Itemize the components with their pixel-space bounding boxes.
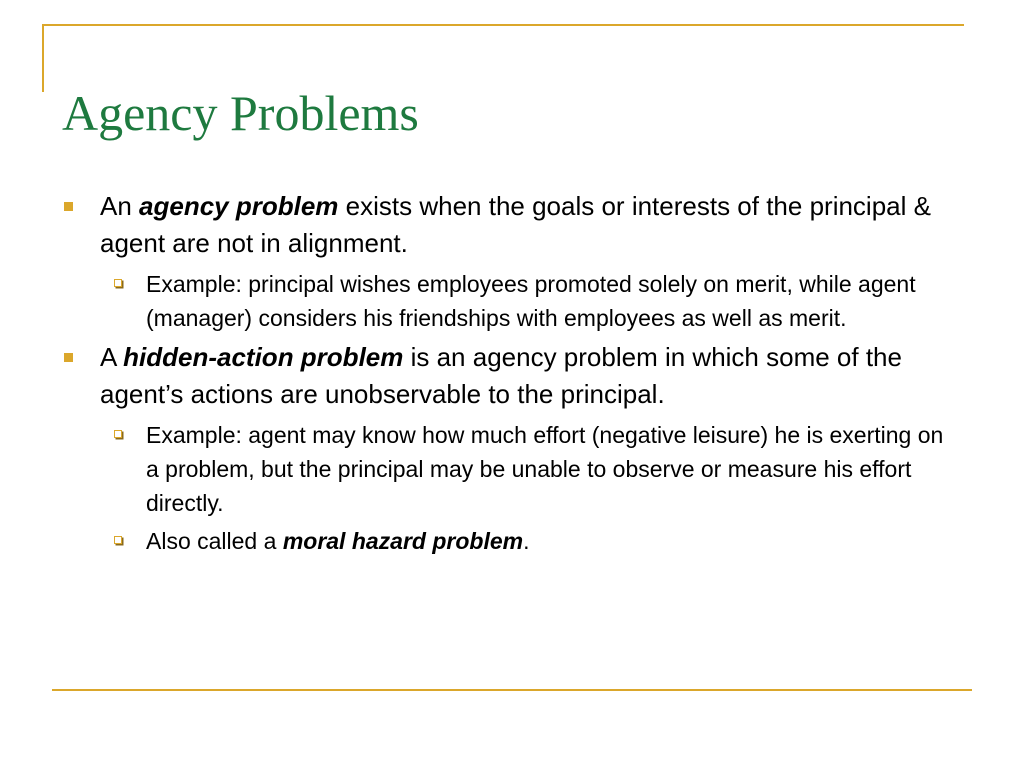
term-agency-problem: agency problem xyxy=(139,191,339,221)
subbullet-text-prefix: Also called a xyxy=(146,528,283,554)
slide-title: Agency Problems xyxy=(62,85,419,141)
hollow-square-bullet-icon xyxy=(114,536,122,544)
frame-left-line xyxy=(42,24,44,92)
hollow-square-bullet-icon xyxy=(114,430,122,438)
bullet-agency-problem xyxy=(62,188,962,262)
square-bullet-icon xyxy=(64,353,73,362)
subbullet-text: Example: agent may know how much effort (negative leisure) he is exerting on a problem, but the principal may be unable to observe or measure his effort directly. xyxy=(146,422,944,516)
term-hidden-action-problem: hidden-action problem xyxy=(123,342,404,372)
bullet-text-suffix: is an agency problem in which some of the agent’s actions are unobservable to the principal. xyxy=(100,342,902,409)
subbullet-merit-example xyxy=(62,267,962,335)
subbullet-text-suffix: . xyxy=(523,528,530,554)
subbullet-effort-example xyxy=(62,418,962,520)
term-moral-hazard-problem: moral hazard problem xyxy=(282,528,524,554)
frame-top-line xyxy=(42,24,964,26)
bullet-text-prefix: A xyxy=(100,342,124,372)
bullet-text-suffix: exists when the goals or interests of the principal & agent are not in alignment. xyxy=(100,191,931,258)
slide-content xyxy=(62,188,962,562)
hollow-square-bullet-icon xyxy=(114,279,122,287)
subbullet-text: Example: principal wishes employees promoted solely on merit, while agent (manager) considers his friendships with employees as well as merit. xyxy=(146,271,916,331)
bullet-text-prefix: An xyxy=(100,191,140,221)
frame-bottom-line xyxy=(52,689,972,691)
bullet-hidden-action-problem xyxy=(62,339,962,413)
square-bullet-icon xyxy=(64,202,73,211)
subbullet-moral-hazard xyxy=(62,524,962,558)
